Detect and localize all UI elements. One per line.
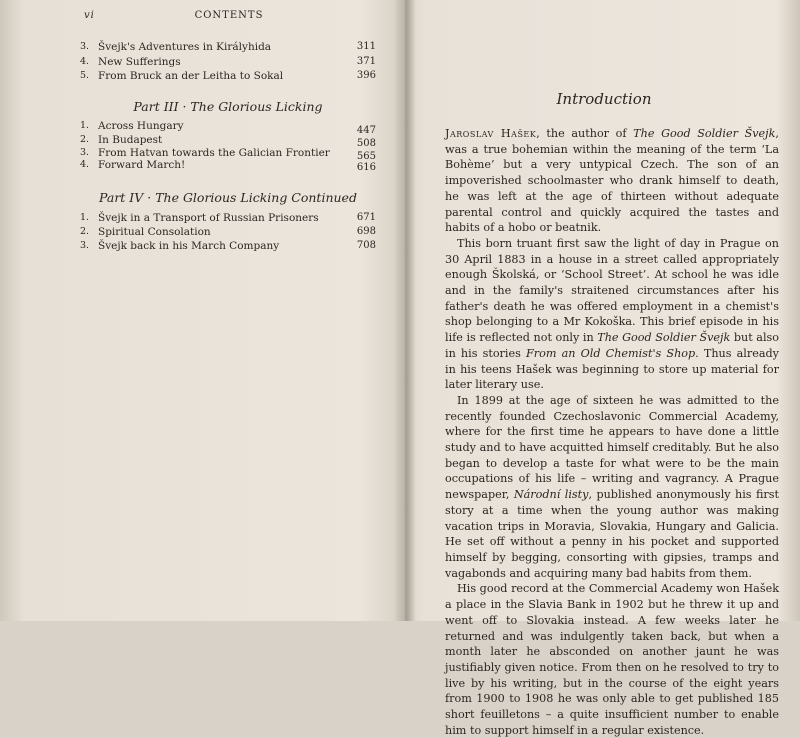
text-run: In 1899 at the age of sixteen he was admitted to the recently founded Czechoslavonic Commercial Academy, where for the first time he appears to have done a little study and to have acquitted himself creditably. But he also began to develop a taste for what were to be the main occupations of his life – writing and vagrancy. A Prague newspaper, <box>445 393 779 502</box>
book-title: The Good Soldier Švejk <box>597 331 731 345</box>
toc-entry <box>80 120 376 134</box>
toc-page: 396 <box>356 70 376 81</box>
newspaper-title: Národní listy <box>513 488 589 502</box>
toc-page: 698 <box>356 226 376 237</box>
toc-title: Across Hungary <box>98 120 184 132</box>
toc-number: 1. <box>80 120 90 131</box>
toc-page: 671 <box>356 212 376 223</box>
toc-title: Švejk in a Transport of Russian Prisoners <box>98 212 319 224</box>
toc-title: From Bruck an der Leitha to Sokal <box>98 70 284 82</box>
text-run: . Thus already in his teens Hašek was beginning to store up material for later literary use. <box>445 346 779 392</box>
left-page-contents <box>0 0 400 621</box>
toc-number: 2. <box>80 134 90 145</box>
toc-page: 311 <box>356 41 376 52</box>
toc-title: From Hatvan towards the Galician Frontier <box>98 147 330 159</box>
toc-page: 508 <box>356 138 376 149</box>
page-title: Introduction <box>556 90 652 108</box>
toc-page: 371 <box>356 56 376 67</box>
toc-entry <box>80 134 376 148</box>
introduction-body <box>445 126 779 738</box>
toc-number: 1. <box>80 212 90 223</box>
toc-number: 2. <box>80 226 90 237</box>
book-title: From an Old Chemist's Shop <box>525 346 696 360</box>
toc-title: Švejk's Adventures in Királyhida <box>98 41 272 53</box>
page-number: vi <box>84 10 95 21</box>
toc-number: 3. <box>80 147 90 158</box>
part-heading: Part IV · The Glorious Licking Continued <box>99 190 357 205</box>
toc-entry <box>80 70 376 84</box>
toc-entry <box>80 159 376 173</box>
toc-page: 708 <box>356 240 376 251</box>
toc-page: 616 <box>356 162 376 173</box>
text-run: , was a true bohemian within the meaning of the term ‘La Bohème’ but a very untypical Czech. The son of an impoverished schoolmaster who drank himself to death, he was left at the age of thirteen without adequate parental control and quickly acquired the tastes and habits of a hobo or beatnik. <box>445 127 779 235</box>
paragraph <box>445 126 779 236</box>
toc-title: Forward March! <box>98 159 186 171</box>
toc-page: 565 <box>356 151 376 162</box>
toc-entry <box>80 240 376 254</box>
author-name: Jaroslav Hašek <box>445 127 537 140</box>
book-title: The Good Soldier Švejk <box>633 127 776 140</box>
toc-entry <box>80 56 376 70</box>
toc-number: 3. <box>80 240 90 251</box>
toc-title: Švejk back in his March Company <box>98 240 280 252</box>
text-run: , the author of <box>536 127 634 140</box>
toc-entry <box>80 212 376 226</box>
text-run: This born truant first saw the light of day in Prague on 30 April 1883 in a house in a street called appropriately enough Školská, or ‘School Street’. At school he was idle and in the family's straitened circumstances after his father's death he was offered employment in a chemist's shop belonging to a Mr Kokoška. This brief episode in his life is reflected not only in <box>445 236 779 345</box>
paragraph: His good record at the Commercial Academy won Hašek a place in the Slavia Bank in 1902 but he threw it up and went off to Slovakia instead. A few weeks later he returned and was indulgently taken back, but when a month later he absconded on another jaunt he was justifiably given notice. From then on he resolved to try to live by his writing, but in the course of the eight years from 1900 to 1908 he was only able to get published 185 short feuilletons – a quite insufficient number to enable him to support himself in a regular existence. <box>445 582 779 737</box>
part-heading: Part III · The Glorious Licking <box>133 99 323 114</box>
toc-number: 4. <box>80 159 90 170</box>
toc-number: 3. <box>80 41 90 52</box>
toc-page: 447 <box>356 125 376 136</box>
toc-title: In Budapest <box>98 134 163 146</box>
toc-entry <box>80 226 376 240</box>
text-run: , published anonymously his first story at a time when the young author was making vacation trips in Moravia, Slovakia, Hungary and Galicia. He set off without a penny in his pocket and supported himself by begging, consorting with gipsies, tramps and vagabonds and acquiring many bad habits from them. <box>445 488 779 580</box>
toc-number: 4. <box>80 56 90 67</box>
toc-entry <box>80 41 376 55</box>
toc-number: 5. <box>80 70 90 81</box>
right-page-introduction <box>408 0 800 737</box>
toc-title: New Sufferings <box>98 56 181 68</box>
running-title: CONTENTS <box>194 10 264 21</box>
text-run: but also in his stories <box>445 331 780 360</box>
paragraph <box>445 236 779 393</box>
paragraph <box>445 393 779 581</box>
toc-title: Spiritual Consolation <box>98 226 211 238</box>
